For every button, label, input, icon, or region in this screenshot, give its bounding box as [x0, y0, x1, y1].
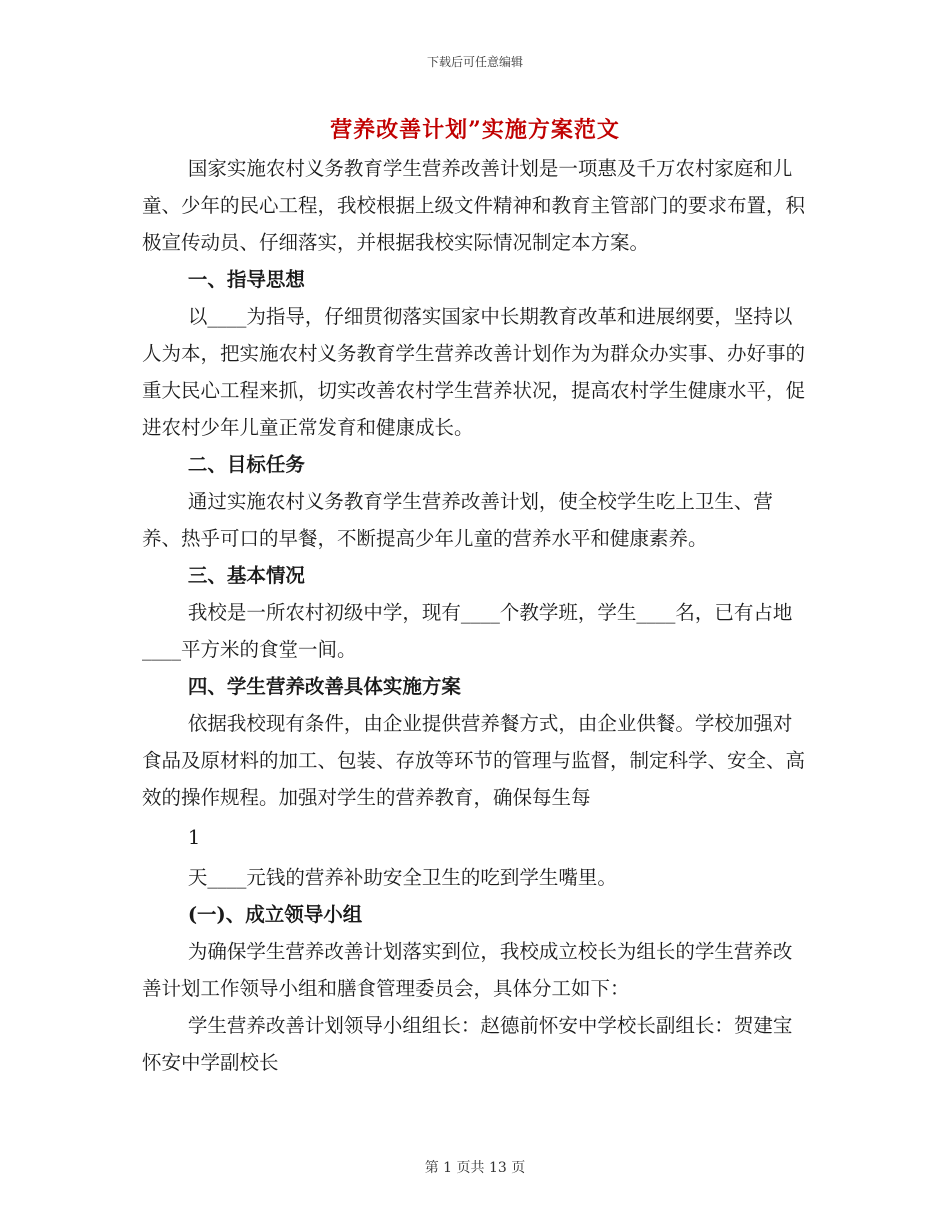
basic-situation-paragraph: 我校是一所农村初级中学，现有____个教学班，学生____名，已有占地____平方米的食堂一间。	[142, 601, 793, 661]
leadership-members-paragraph: 学生营养改善计划领导小组组长：赵德前怀安中学校长副组长：贺建宝怀安中学副校长	[142, 1014, 793, 1074]
page-footer: 第 1 页共 13 页	[424, 1160, 526, 1176]
document-title: 营养改善计划”实施方案范文	[330, 117, 620, 143]
guiding-thought-paragraph: 以____为指导，仔细贯彻落实国家中长期教育改革和进展纲要，坚持以人为本，把实施农村义务教育学生营养改善计划作为为群众办实事、办好事的重大民心工程来抓，切实改善农村学生营养状况，提高农村学生健康水平，促进农村少年儿童正常发育和健康成长。	[142, 305, 806, 439]
implementation-paragraph: 依据我校现有条件，由企业提供营养餐方式，由企业供餐。学校加强对食品及原材料的加工、包装、存放等环节的管理与监督，制定科学、安全、高效的操作规程。加强对学生的营养教育，确保每生每	[142, 712, 806, 809]
goals-paragraph: 通过实施农村义务教育学生营养改善计划，使全校学生吃上卫生、营养、热乎可口的早餐，不断提高少年儿童的营养水平和健康素养。	[142, 490, 773, 550]
section-heading-goals: 二、目标任务	[187, 453, 305, 476]
intro-paragraph: 国家实施农村义务教育学生营养改善计划是一项惠及千万农村家庭和儿童、少年的民心工程，我校根据上级文件精神和教育主管部门的要求布置，积极宣传动员、仔细落实，并根据我校实际情况制定本方案。	[142, 157, 806, 254]
inline-page-number: 1	[187, 826, 201, 849]
implementation-paragraph-continued: 天____元钱的营养补助安全卫生的吃到学生嘴里。	[187, 866, 617, 889]
section-heading-guiding-thought: 一、指导思想	[187, 268, 305, 291]
section-heading-basic-situation: 三、基本情况	[187, 564, 305, 587]
document-body	[142, 150, 810, 1081]
subsection-heading-leadership-group: (一)、成立领导小组	[187, 903, 363, 926]
page-header: 下载后可任意编辑	[426, 55, 523, 69]
leadership-group-paragraph: 为确保学生营养改善计划落实到位，我校成立校长为组长的学生营养改善计划工作领导小组和膳食管理委员会，具体分工如下：	[142, 940, 793, 1000]
section-heading-implementation-plan: 四、学生营养改善具体实施方案	[187, 675, 461, 698]
